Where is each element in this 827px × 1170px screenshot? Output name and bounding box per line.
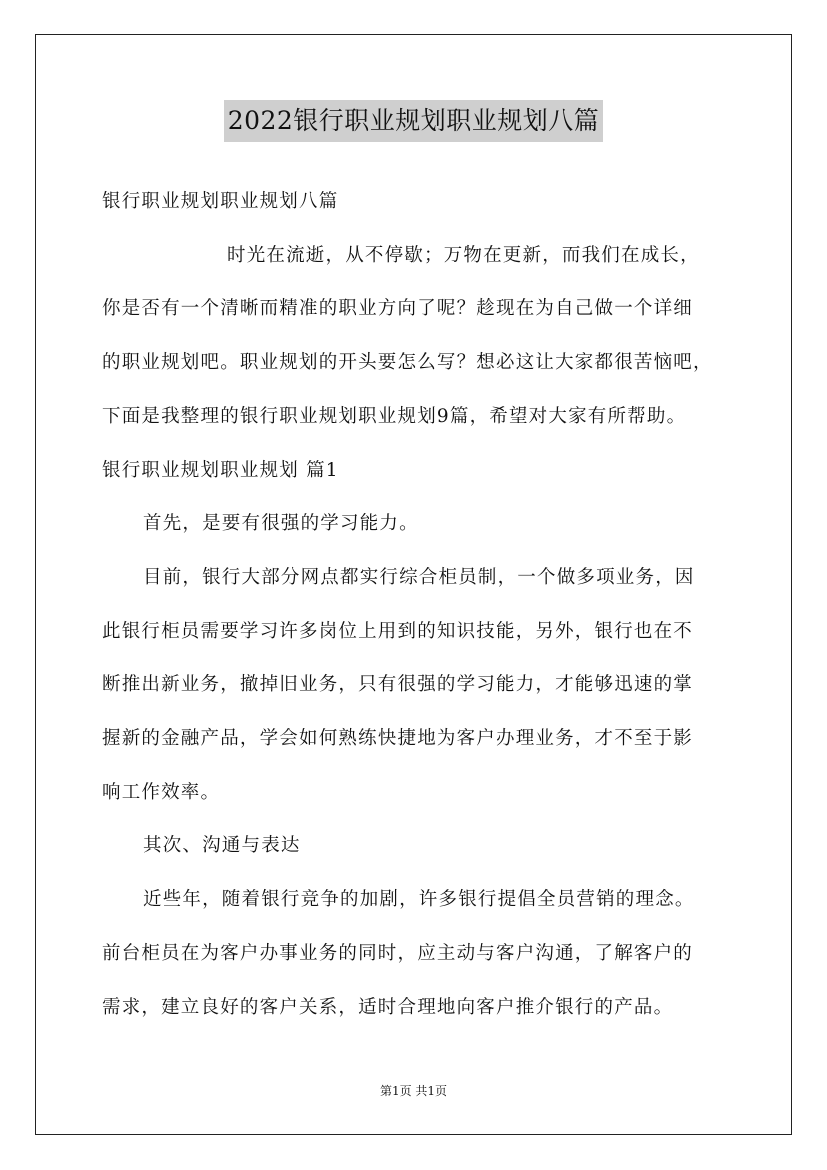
paragraph-line: 此银行柜员需要学习许多岗位上用到的知识技能，另外，银行也在不 <box>102 620 694 642</box>
paragraph-line: 时光在流逝，从不停歇；万物在更新，而我们在成长， <box>227 244 700 266</box>
paragraph-line: 响工作效率。 <box>102 781 221 803</box>
paragraph-line: 的职业规划吧。职业规划的开头要怎么写？想必这让大家都很苦恼吧， <box>102 352 713 374</box>
paragraph-line: 你是否有一个清晰而精准的职业方向了呢？趁现在为自己做一个详细 <box>102 298 694 320</box>
paragraph-line: 断推出新业务，撤掉旧业务，只有很强的学习能力，才能够迅速的掌 <box>102 674 694 696</box>
paragraph-line: 目前，银行大部分网点都实行综合柜员制，一个做多项业务，因 <box>143 566 695 588</box>
paragraph-line: 需求，建立良好的客户关系，适时合理地向客户推介银行的产品。 <box>102 996 674 1018</box>
title-container <box>0 100 827 142</box>
paragraph-line: 下面是我整理的银行职业规划职业规划9篇，希望对大家有所帮助。 <box>102 405 687 427</box>
page-footer: 第1页 共1页 <box>379 1084 448 1098</box>
subtitle-line: 银行职业规划职业规划八篇 <box>102 191 339 212</box>
document-title: 2022银行职业规划职业规划八篇 <box>224 100 604 142</box>
paragraph-line: 其次、沟通与表达 <box>143 835 301 857</box>
paragraph-line: 近些年，随着银行竞争的加剧，许多银行提倡全员营销的理念。 <box>143 889 695 911</box>
paragraph-line: 前台柜员在为客户办事业务的同时，应主动与客户沟通，了解客户的 <box>102 942 694 964</box>
document-body <box>102 175 742 1034</box>
paragraph-line: 握新的金融产品，学会如何熟练快捷地为客户办理业务，才不至于影 <box>102 728 694 750</box>
section-heading: 银行职业规划职业规划 篇1 <box>102 459 339 481</box>
paragraph-line: 首先，是要有很强的学习能力。 <box>143 513 419 535</box>
